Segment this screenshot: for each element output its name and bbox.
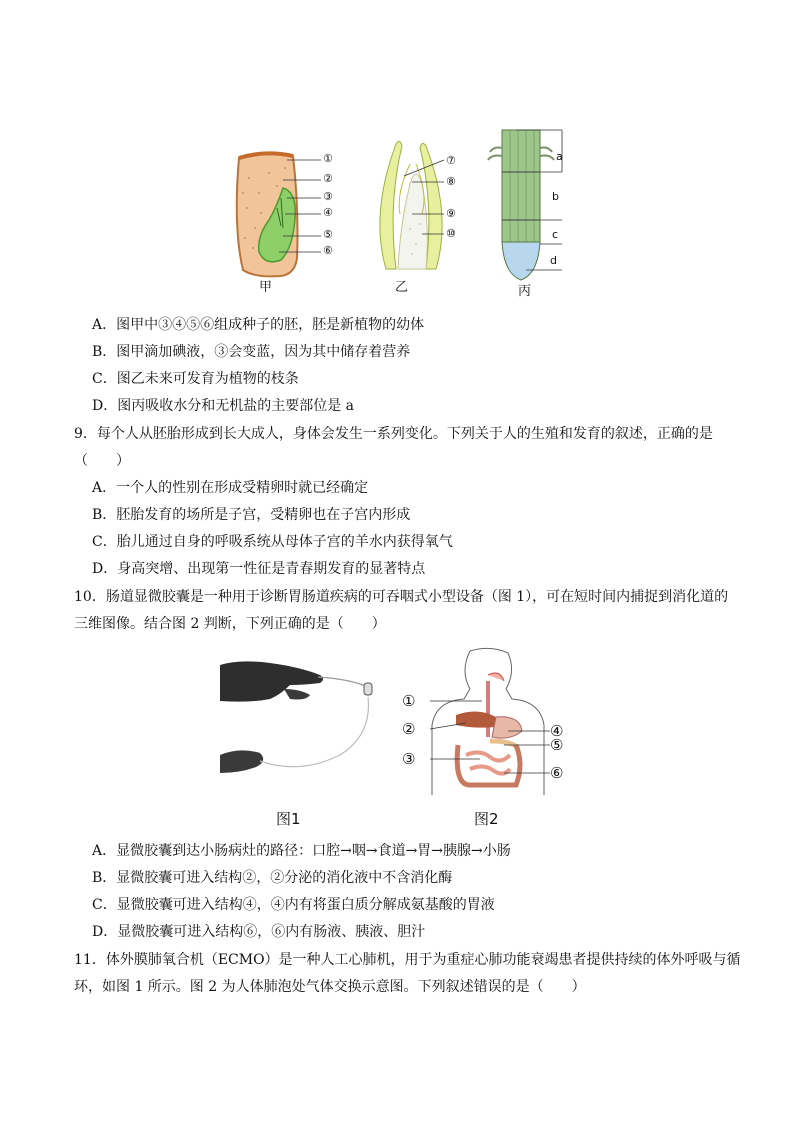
mark-9: ⑨ xyxy=(446,207,456,220)
caption-jia: 甲 xyxy=(259,280,273,295)
q8-option-a: A．图甲中③④⑤⑥组成种子的胚，胚是新植物的幼体 xyxy=(92,317,425,333)
figure-digestive-system xyxy=(400,645,570,795)
mark-d: d xyxy=(550,254,557,267)
q9-stem-line1: 9．每个人从胚胎形成到长大成人，身体会发生一系列变化。下列关于人的生殖和发育的叙述，正确的是 xyxy=(74,426,713,442)
q10-option-d: D．显微胶囊可进入结构⑥，⑥内有肠液、胰液、胆汁 xyxy=(92,924,426,940)
fig2-caption-1: 图1 xyxy=(276,810,301,828)
figure-jia-seed xyxy=(225,148,355,293)
mark-5: ⑤ xyxy=(323,228,333,241)
caption-bing: 丙 xyxy=(518,284,532,299)
mark-c: c xyxy=(552,228,559,241)
q9-stem-line2: （ ） xyxy=(74,453,130,469)
mark-3: ③ xyxy=(323,190,333,203)
mark-b: b xyxy=(552,190,559,203)
q9-option-a: A．一个人的性别在形成受精卵时就已经确定 xyxy=(92,480,369,496)
q9-option-b: B．胚胎发育的场所是子宫，受精卵也在子宫内形成 xyxy=(92,507,411,523)
q9-option-c: C．胎儿通过自身的呼吸系统从母体子宫的羊水内获得氧气 xyxy=(92,534,453,550)
q10-option-c: C．显微胶囊可进入结构④，④内有将蛋白质分解成氨基酸的胃液 xyxy=(92,897,495,913)
q10-stem-line1: 10．肠道显微胶囊是一种用于诊断胃肠道疾病的可吞咽式小型设备（图 1），可在短时间内捕捉到消化道的 xyxy=(74,589,729,605)
fig2-mark-1: ① xyxy=(402,692,416,710)
mark-6: ⑥ xyxy=(323,244,333,257)
caption-yi: 乙 xyxy=(395,280,409,295)
q10-option-a: A．显微胶囊到达小肠病灶的路径：口腔→咽→食道→胃→胰腺→小肠 xyxy=(92,843,511,859)
q11-stem-line1: 11．体外膜肺氧合机（ECMO）是一种人工心肺机，用于为重症心肺功能衰竭患者提供持续的体外呼吸与循 xyxy=(74,952,741,968)
mark-10: ⑩ xyxy=(446,227,456,240)
mark-1: ① xyxy=(323,152,333,165)
q8-option-d: D．图丙吸收水分和无机盐的主要部位是 a xyxy=(92,398,355,414)
q8-option-c: C．图乙未来可发育为植物的枝条 xyxy=(92,371,299,387)
fig2-caption-2: 图2 xyxy=(474,810,499,828)
mark-4: ④ xyxy=(323,206,333,219)
fig2-mark-5: ⑤ xyxy=(550,736,564,754)
q8-option-b: B．图甲滴加碘液，③会变蓝，因为其中储存着营养 xyxy=(92,344,411,360)
fig2-mark-4: ④ xyxy=(550,722,564,740)
mark-a: a xyxy=(556,150,563,163)
q10-option-b: B．显微胶囊可进入结构②，②分泌的消化液中不含消化酶 xyxy=(92,870,453,886)
fig2-mark-2: ② xyxy=(402,720,416,738)
mark-2: ② xyxy=(323,172,333,185)
figure-yi-bud xyxy=(366,134,466,274)
fig2-mark-6: ⑥ xyxy=(550,764,564,782)
q11-stem-line2: 环，如图 1 所示。图 2 为人体肺泡处气体交换示意图。下列叙述错误的是（ ） xyxy=(74,979,586,995)
figure-capsule-photo xyxy=(220,655,380,795)
mark-8: ⑧ xyxy=(446,175,456,188)
fig2-mark-3: ③ xyxy=(402,750,416,768)
q9-option-d: D．身高突增、出现第一性征是青春期发育的显著特点 xyxy=(92,561,426,577)
q10-stem-line2: 三维图像。结合图 2 判断，下列正确的是（ ） xyxy=(74,616,386,632)
figure-bing-root xyxy=(486,124,576,284)
mark-7: ⑦ xyxy=(446,154,456,167)
